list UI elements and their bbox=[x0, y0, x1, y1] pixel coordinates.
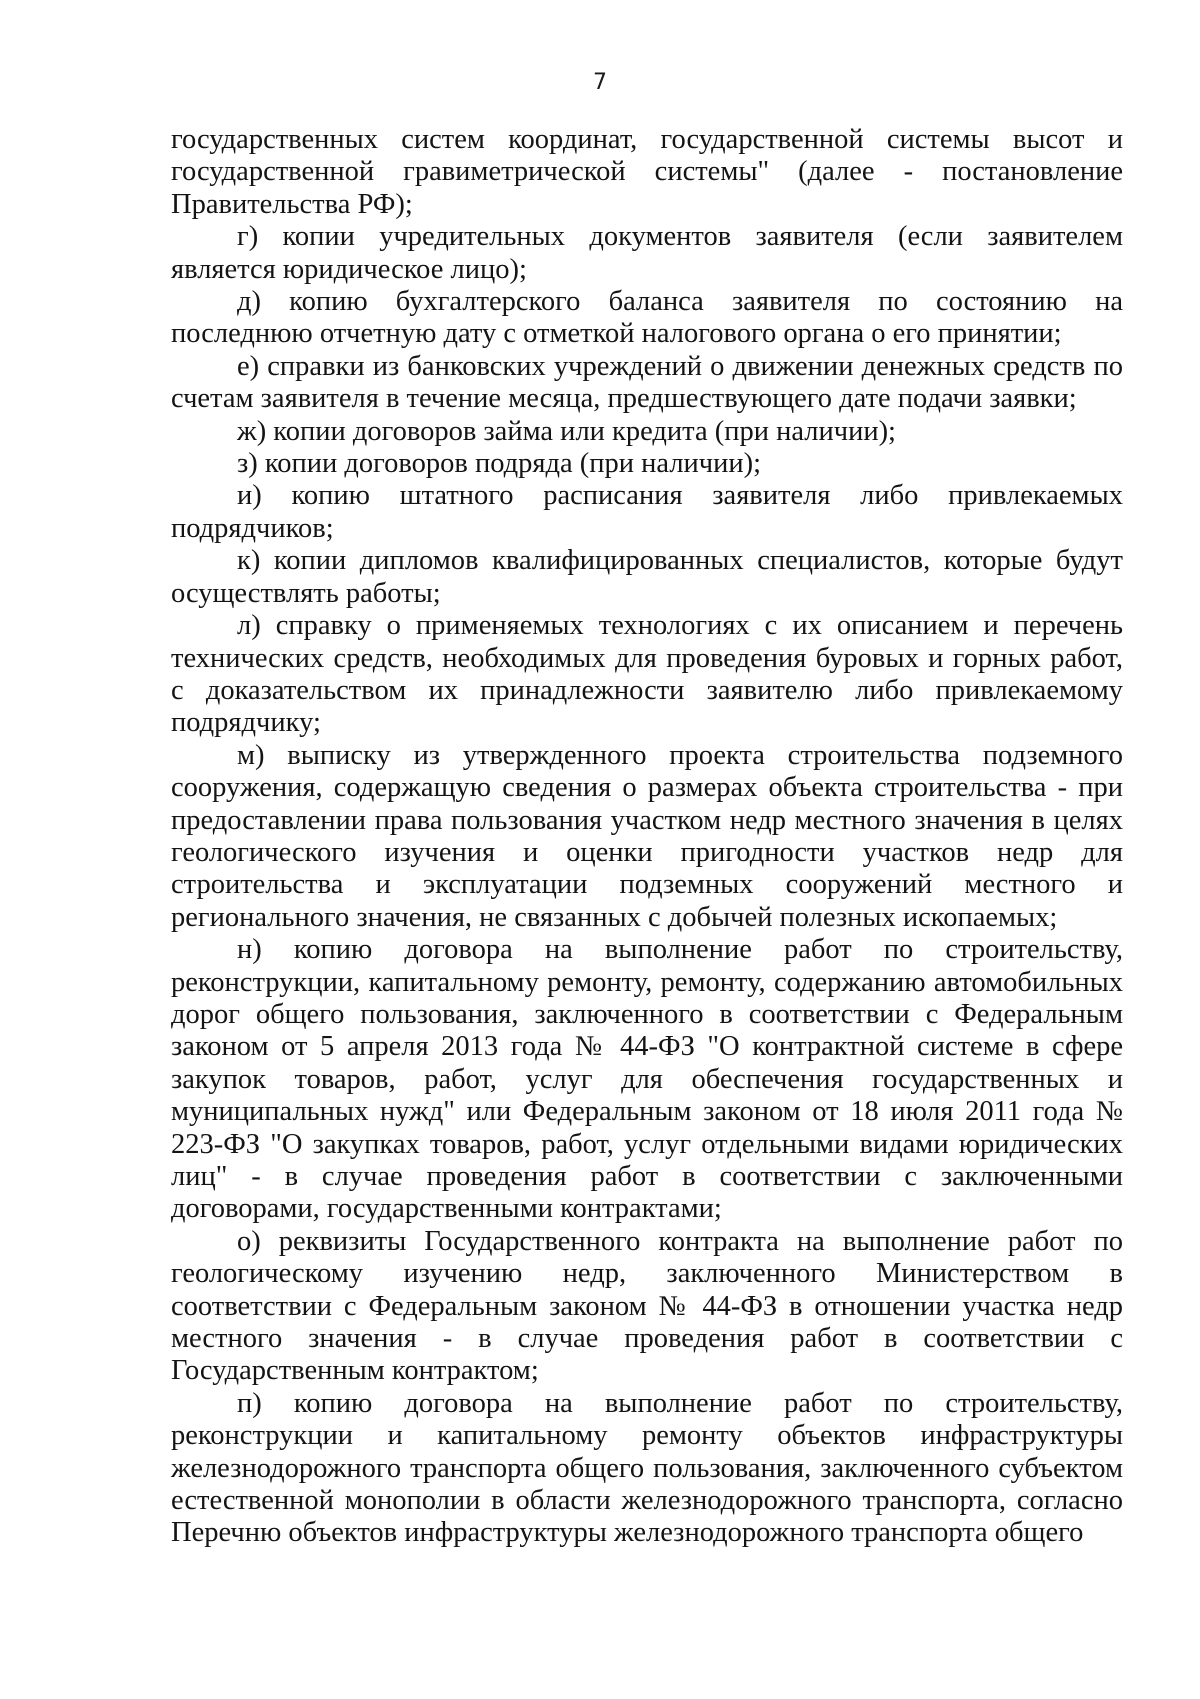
paragraph-item-p: п) копию договора на выполнение работ по строительству, реконструкции и капитальному ремонту объектов инфраструктуры железнодорожного транспорта общего пользования, заключенного субъектом естественной монополии в области железнодорожного транспорта, согласно Перечню объектов инфраструктуры железнодорожного транспорта общего bbox=[171, 1387, 1123, 1549]
document-body bbox=[171, 124, 1123, 1550]
paragraph-item-z: з) копии договоров подряда (при наличии); bbox=[237, 448, 762, 480]
paragraph-item-m: м) выписку из утвержденного проекта строительства подземного сооружения, содержащую сведения о размерах объекта строительства - при предоставлении права пользования участком недр местного значения в целях геологического изучения и оценки пригодности участков недр для строительства и эксплуатации подземных сооружений местного и регионального значения, не связанных с добычей полезных ископаемых; bbox=[171, 739, 1123, 933]
paragraph-item-k: к) копии дипломов квалифицированных специалистов, которые будут осуществлять работы; bbox=[171, 545, 1123, 609]
paragraph-item-n: н) копию договора на выполнение работ по строительству, реконструкции, капитальному ремонту, ремонту, содержанию автомобильных дорог общего пользования, заключенного в соответствии с Федеральным законом от 5 апреля 2013 года № 44-ФЗ "О контрактной системе в сфере закупок товаров, работ, услуг для обеспечения государственных и муниципальных нужд" или Федеральным законом от 18 июля 2011 года № 223-ФЗ "О закупках товаров, работ, услуг отдельными видами юридических лиц" - в случае проведения работ в соответствии с заключенными договорами, государственными контрактами; bbox=[171, 934, 1123, 1225]
paragraph-item-d: д) копию бухгалтерского баланса заявителя по состоянию на последнюю отчетную дату с отметкой налогового органа о его принятии; bbox=[171, 286, 1123, 350]
paragraph-continuation: государственных систем координат, государственной системы высот и государственной гравиметрической системы" (далее - постановление Правительства РФ); bbox=[171, 124, 1123, 220]
paragraph-item-o: о) реквизиты Государственного контракта на выполнение работ по геологическому изучению недр, заключенного Министерством в соответствии с Федеральным законом № 44-ФЗ в отношении участка недр местного значения - в случае проведения работ в соответствии с Государственным контрактом; bbox=[171, 1225, 1123, 1387]
paragraph-item-l: л) справку о применяемых технологиях с их описанием и перечень технических средств, необходимых для проведения буровых и горных работ, с доказательством их принадлежности заявителю либо привлекаемому подрядчику; bbox=[171, 610, 1123, 739]
paragraph-item-g: г) копии учредительных документов заявителя (если заявителем является юридическое лицо); bbox=[171, 221, 1123, 285]
paragraph-item-zh: ж) копии договоров займа или кредита (при наличии); bbox=[237, 415, 896, 447]
page-number: 7 bbox=[593, 70, 607, 95]
paragraph-item-i: и) копию штатного расписания заявителя либо привлекаемых подрядчиков; bbox=[171, 480, 1123, 544]
paragraph-item-e: е) справки из банковских учреждений о движении денежных средств по счетам заявителя в течение месяца, предшествующего дате подачи заявки; bbox=[171, 350, 1123, 415]
